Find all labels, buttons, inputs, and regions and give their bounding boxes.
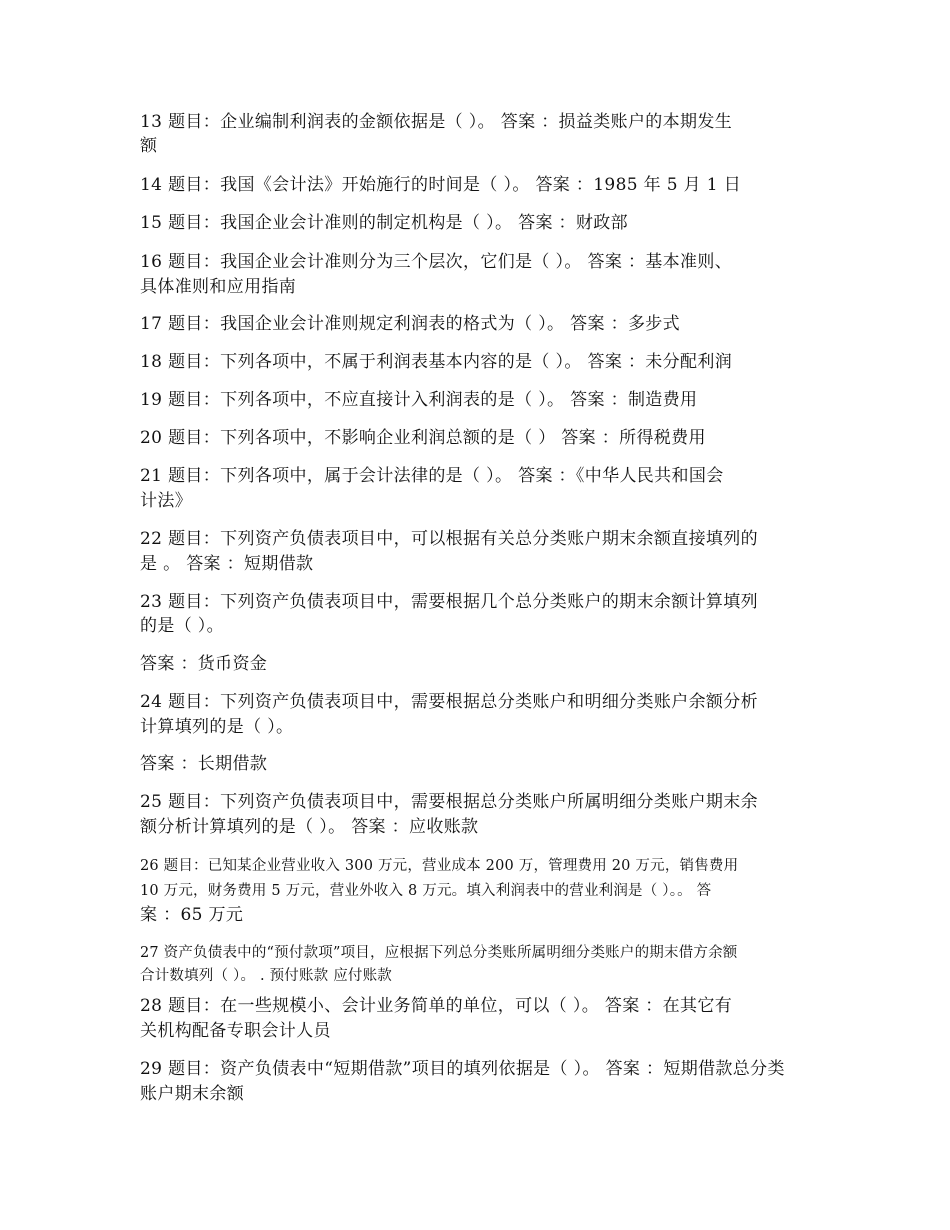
text-line: 关机构配备专职会计人员: [140, 1021, 331, 1041]
text-line: 28 题目：在一些规模小、会计业务简单的单位，可以（ ）。 答案 ：在其它有: [140, 996, 733, 1016]
text-line: 15 题目：我国企业会计准则的制定机构是（ ）。 答案 ：财政部: [140, 213, 628, 233]
text-line: 22 题目：下列资产负债表项目中，可以根据有关总分类账户期末余额直接填列的: [140, 529, 758, 549]
text-line: 答案 ：货币资金: [140, 654, 268, 674]
text-line: 合计数填列（ ）。 . 预付账款 应付账款: [140, 968, 392, 984]
text-line: 19 题目：下列各项中，不应直接计入利润表的是（ ）。 答案 ：制造费用: [140, 390, 698, 410]
text-line: 23 题目：下列资产负债表项目中，需要根据几个总分类账户的期末余额计算填列: [140, 592, 758, 612]
text-line: 额分析计算填列的是（ ）。 答案 ：应收账款: [140, 817, 479, 837]
text-line: 16 题目：我国企业会计准则分为三个层次，它们是（ ）。 答案 ：基本准则、: [140, 252, 733, 272]
text-line: 10 万元，财务费用 5 万元，营业外收入 8 万元。填入利润表中的营业利润是（ ）。。 答: [140, 883, 712, 899]
text-line: 账户期末余额: [140, 1084, 245, 1104]
text-line: 案 ：65 万元: [140, 905, 244, 925]
text-line: 29 题目：资产负债表中“短期借款”项目的填列依据是（ ）。 答案 ：短期借款总分类: [140, 1059, 785, 1079]
text-line: 是 。 答案 ：短期借款: [140, 554, 314, 574]
text-line: 计法》: [140, 491, 193, 511]
text-line: 具体准则和应用指南: [140, 277, 297, 297]
text-line: 计算填列的是（ ）。: [140, 717, 294, 737]
text-line: 17 题目：我国企业会计准则规定利润表的格式为（ ）。 答案 ：多步式: [140, 314, 680, 334]
text-line: 27 资产负债表中的“预付款项”项目，应根据下列总分类账所属明细分类账户的期末借方余额: [140, 945, 738, 961]
text-line: 答案 ：长期借款: [140, 754, 268, 774]
text-line: 14 题目：我国《会计法》开始施行的时间是（ ）。 答案 ：1985 年 5 月 1 日: [140, 175, 742, 195]
text-line: 26 题目：已知某企业营业收入 300 万元，营业成本 200 万，管理费用 20 万元，销售费用: [140, 858, 739, 874]
text-line: 18 题目：下列各项中，不属于利润表基本内容的是（ ）。 答案 ：未分配利润: [140, 352, 733, 372]
text-line: 24 题目：下列资产负债表项目中，需要根据总分类账户和明细分类账户余额分析: [140, 692, 758, 712]
text-line: 21 题目：下列各项中，属于会计法律的是（ ）。 答案 ：《中华人民共和国会: [140, 466, 724, 486]
text-line: 额: [140, 136, 158, 156]
text-line: 20 题目：下列各项中，不影响企业利润总额的是（ ） 答案 ：所得税费用: [140, 428, 706, 448]
text-line: 25 题目：下列资产负债表项目中，需要根据总分类账户所属明细分类账户期末余: [140, 792, 758, 812]
text-line: 的是（ ）。: [140, 616, 225, 636]
text-line: 13 题目：企业编制利润表的金额依据是（ ）。 答案 ：损益类账户的本期发生: [140, 112, 733, 132]
